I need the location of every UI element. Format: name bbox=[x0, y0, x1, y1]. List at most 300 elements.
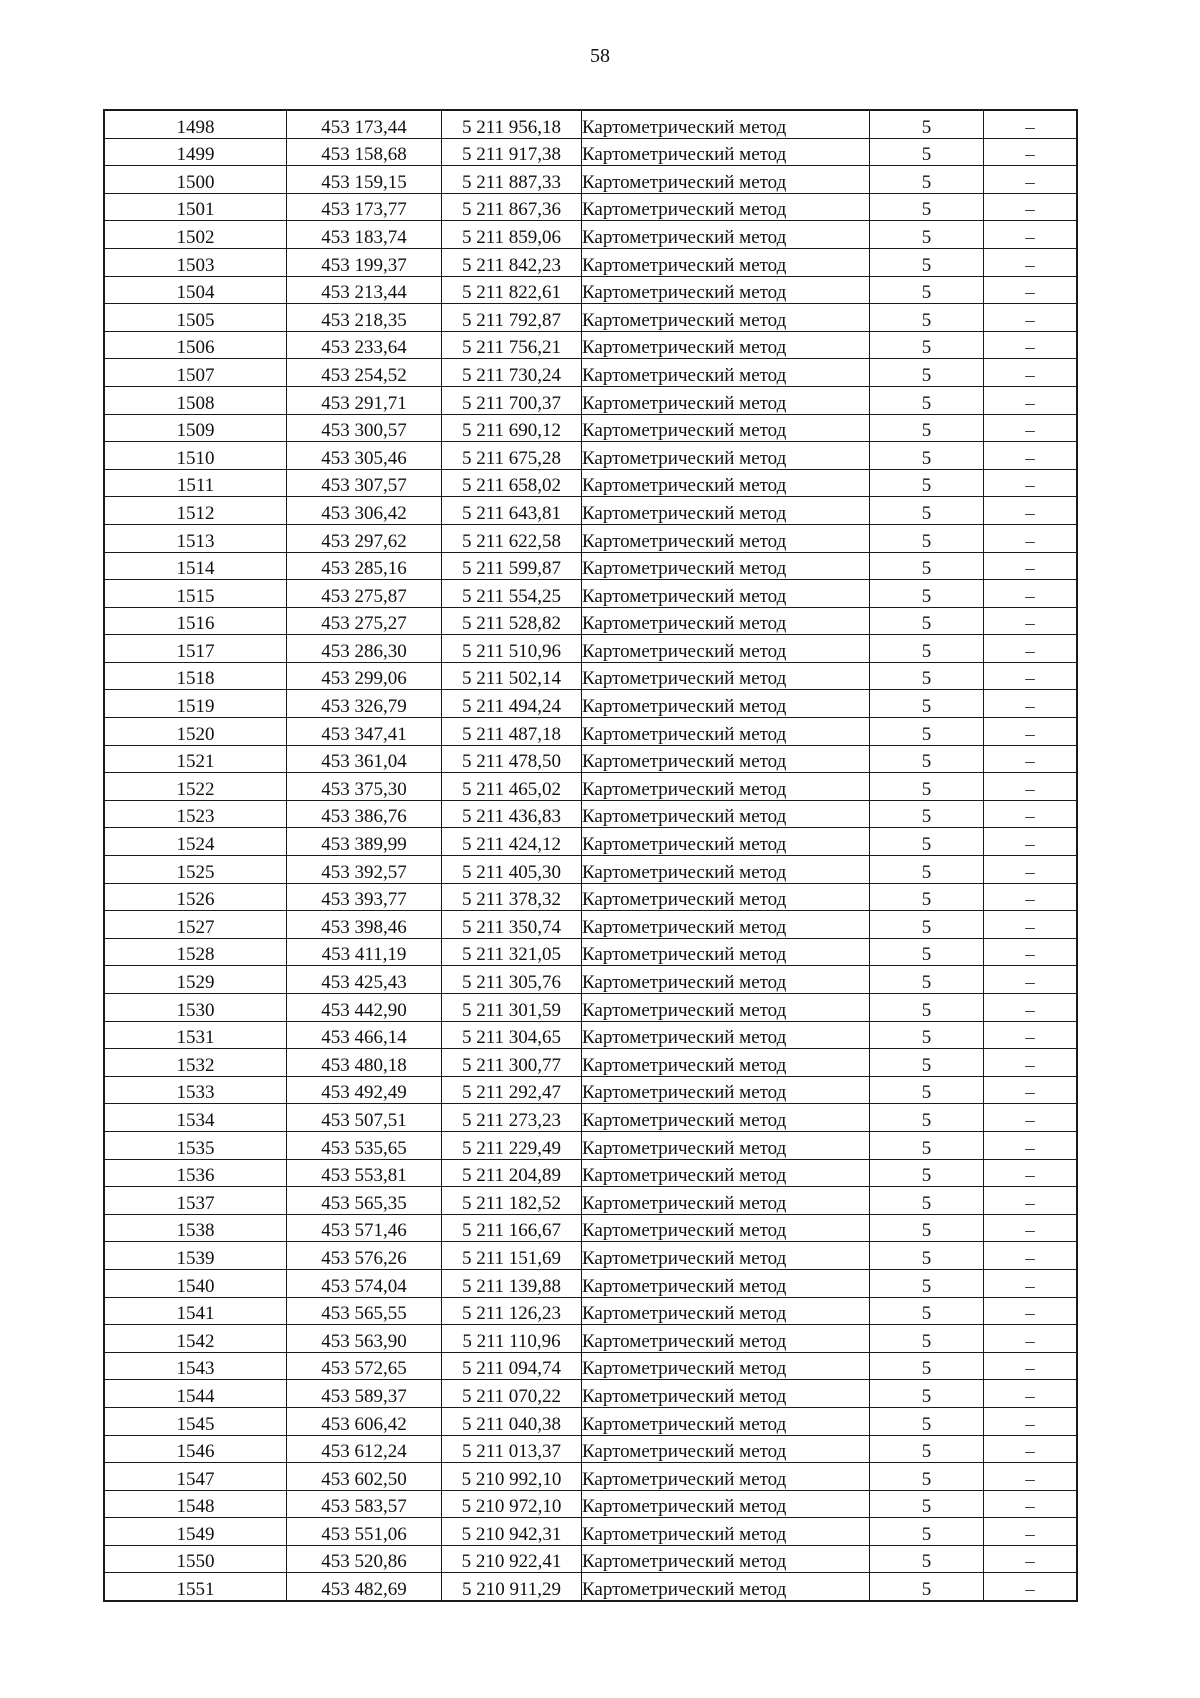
point-number-cell: 1548 bbox=[104, 1490, 287, 1518]
x-coordinate-cell: 453 297,62 bbox=[287, 524, 442, 552]
y-coordinate-cell: 5 210 942,31 bbox=[442, 1518, 582, 1546]
table-row bbox=[104, 1463, 1077, 1491]
accuracy-cell: 5 bbox=[870, 883, 984, 911]
y-coordinate-cell: 5 210 922,41 bbox=[442, 1545, 582, 1573]
method-cell: Картометрический метод bbox=[582, 662, 870, 690]
table-row bbox=[104, 607, 1077, 635]
method-cell: Картометрический метод bbox=[582, 745, 870, 773]
x-coordinate-cell: 453 398,46 bbox=[287, 911, 442, 939]
x-coordinate-cell: 453 285,16 bbox=[287, 552, 442, 580]
note-cell: – bbox=[984, 1545, 1078, 1573]
note-cell: – bbox=[984, 276, 1078, 304]
accuracy-cell: 5 bbox=[870, 1463, 984, 1491]
accuracy-cell: 5 bbox=[870, 1187, 984, 1215]
table-row bbox=[104, 414, 1077, 442]
method-cell: Картометрический метод bbox=[582, 1159, 870, 1187]
accuracy-cell: 5 bbox=[870, 386, 984, 414]
point-number-cell: 1544 bbox=[104, 1380, 287, 1408]
y-coordinate-cell: 5 211 792,87 bbox=[442, 304, 582, 332]
point-number-cell: 1532 bbox=[104, 1049, 287, 1077]
point-number-cell: 1520 bbox=[104, 718, 287, 746]
x-coordinate-cell: 453 572,65 bbox=[287, 1352, 442, 1380]
method-cell: Картометрический метод bbox=[582, 1049, 870, 1077]
note-cell: – bbox=[984, 1325, 1078, 1353]
point-number-cell: 1523 bbox=[104, 800, 287, 828]
note-cell: – bbox=[984, 745, 1078, 773]
x-coordinate-cell: 453 492,49 bbox=[287, 1076, 442, 1104]
method-cell: Картометрический метод bbox=[582, 414, 870, 442]
note-cell: – bbox=[984, 110, 1078, 138]
x-coordinate-cell: 453 565,55 bbox=[287, 1297, 442, 1325]
accuracy-cell: 5 bbox=[870, 938, 984, 966]
x-coordinate-cell: 453 361,04 bbox=[287, 745, 442, 773]
table-row bbox=[104, 221, 1077, 249]
note-cell: – bbox=[984, 662, 1078, 690]
x-coordinate-cell: 453 574,04 bbox=[287, 1269, 442, 1297]
y-coordinate-cell: 5 211 494,24 bbox=[442, 690, 582, 718]
note-cell: – bbox=[984, 166, 1078, 194]
method-cell: Картометрический метод bbox=[582, 773, 870, 801]
point-number-cell: 1525 bbox=[104, 856, 287, 884]
table-row bbox=[104, 662, 1077, 690]
note-cell: – bbox=[984, 552, 1078, 580]
method-cell: Картометрический метод bbox=[582, 580, 870, 608]
accuracy-cell: 5 bbox=[870, 718, 984, 746]
accuracy-cell: 5 bbox=[870, 552, 984, 580]
accuracy-cell: 5 bbox=[870, 1518, 984, 1546]
x-coordinate-cell: 453 563,90 bbox=[287, 1325, 442, 1353]
method-cell: Картометрический метод bbox=[582, 911, 870, 939]
note-cell: – bbox=[984, 1104, 1078, 1132]
x-coordinate-cell: 453 507,51 bbox=[287, 1104, 442, 1132]
accuracy-cell: 5 bbox=[870, 469, 984, 497]
note-cell: – bbox=[984, 580, 1078, 608]
method-cell: Картометрический метод bbox=[582, 1352, 870, 1380]
y-coordinate-cell: 5 211 658,02 bbox=[442, 469, 582, 497]
x-coordinate-cell: 453 213,44 bbox=[287, 276, 442, 304]
table-row bbox=[104, 1490, 1077, 1518]
y-coordinate-cell: 5 210 911,29 bbox=[442, 1573, 582, 1601]
point-number-cell: 1514 bbox=[104, 552, 287, 580]
y-coordinate-cell: 5 211 502,14 bbox=[442, 662, 582, 690]
y-coordinate-cell: 5 211 859,06 bbox=[442, 221, 582, 249]
method-cell: Картометрический метод bbox=[582, 1490, 870, 1518]
x-coordinate-cell: 453 183,74 bbox=[287, 221, 442, 249]
y-coordinate-cell: 5 211 204,89 bbox=[442, 1159, 582, 1187]
y-coordinate-cell: 5 211 842,23 bbox=[442, 248, 582, 276]
point-number-cell: 1546 bbox=[104, 1435, 287, 1463]
accuracy-cell: 5 bbox=[870, 580, 984, 608]
point-number-cell: 1543 bbox=[104, 1352, 287, 1380]
x-coordinate-cell: 453 286,30 bbox=[287, 635, 442, 663]
method-cell: Картометрический метод bbox=[582, 1269, 870, 1297]
table-row bbox=[104, 193, 1077, 221]
table-row bbox=[104, 1407, 1077, 1435]
note-cell: – bbox=[984, 1463, 1078, 1491]
x-coordinate-cell: 453 307,57 bbox=[287, 469, 442, 497]
method-cell: Картометрический метод bbox=[582, 1380, 870, 1408]
table-row bbox=[104, 800, 1077, 828]
point-number-cell: 1521 bbox=[104, 745, 287, 773]
x-coordinate-cell: 453 535,65 bbox=[287, 1131, 442, 1159]
point-number-cell: 1502 bbox=[104, 221, 287, 249]
table-row bbox=[104, 938, 1077, 966]
table-row bbox=[104, 138, 1077, 166]
table-row bbox=[104, 386, 1077, 414]
point-number-cell: 1547 bbox=[104, 1463, 287, 1491]
note-cell: – bbox=[984, 1214, 1078, 1242]
method-cell: Картометрический метод bbox=[582, 1435, 870, 1463]
method-cell: Картометрический метод bbox=[582, 331, 870, 359]
table-row bbox=[104, 1021, 1077, 1049]
table-row bbox=[104, 856, 1077, 884]
table-row bbox=[104, 1325, 1077, 1353]
x-coordinate-cell: 453 173,77 bbox=[287, 193, 442, 221]
y-coordinate-cell: 5 211 887,33 bbox=[442, 166, 582, 194]
method-cell: Картометрический метод bbox=[582, 1242, 870, 1270]
point-number-cell: 1538 bbox=[104, 1214, 287, 1242]
page-number: 58 bbox=[590, 45, 610, 67]
x-coordinate-cell: 453 173,44 bbox=[287, 110, 442, 138]
accuracy-cell: 5 bbox=[870, 1159, 984, 1187]
table-row bbox=[104, 718, 1077, 746]
method-cell: Картометрический метод bbox=[582, 524, 870, 552]
method-cell: Картометрический метод bbox=[582, 607, 870, 635]
point-number-cell: 1551 bbox=[104, 1573, 287, 1601]
point-number-cell: 1515 bbox=[104, 580, 287, 608]
table-row bbox=[104, 110, 1077, 138]
point-number-cell: 1524 bbox=[104, 828, 287, 856]
y-coordinate-cell: 5 211 487,18 bbox=[442, 718, 582, 746]
table-row bbox=[104, 1214, 1077, 1242]
point-number-cell: 1545 bbox=[104, 1407, 287, 1435]
x-coordinate-cell: 453 425,43 bbox=[287, 966, 442, 994]
point-number-cell: 1537 bbox=[104, 1187, 287, 1215]
point-number-cell: 1499 bbox=[104, 138, 287, 166]
y-coordinate-cell: 5 211 110,96 bbox=[442, 1325, 582, 1353]
x-coordinate-cell: 453 576,26 bbox=[287, 1242, 442, 1270]
note-cell: – bbox=[984, 828, 1078, 856]
x-coordinate-cell: 453 520,86 bbox=[287, 1545, 442, 1573]
x-coordinate-cell: 453 553,81 bbox=[287, 1159, 442, 1187]
note-cell: – bbox=[984, 1518, 1078, 1546]
accuracy-cell: 5 bbox=[870, 1352, 984, 1380]
y-coordinate-cell: 5 211 599,87 bbox=[442, 552, 582, 580]
point-number-cell: 1510 bbox=[104, 442, 287, 470]
point-number-cell: 1539 bbox=[104, 1242, 287, 1270]
point-number-cell: 1508 bbox=[104, 386, 287, 414]
point-number-cell: 1507 bbox=[104, 359, 287, 387]
method-cell: Картометрический метод bbox=[582, 828, 870, 856]
table-row bbox=[104, 1297, 1077, 1325]
point-number-cell: 1542 bbox=[104, 1325, 287, 1353]
y-coordinate-cell: 5 211 478,50 bbox=[442, 745, 582, 773]
accuracy-cell: 5 bbox=[870, 248, 984, 276]
y-coordinate-cell: 5 211 436,83 bbox=[442, 800, 582, 828]
note-cell: – bbox=[984, 1242, 1078, 1270]
table-row bbox=[104, 1518, 1077, 1546]
note-cell: – bbox=[984, 1407, 1078, 1435]
method-cell: Картометрический метод bbox=[582, 1104, 870, 1132]
x-coordinate-cell: 453 347,41 bbox=[287, 718, 442, 746]
point-number-cell: 1534 bbox=[104, 1104, 287, 1132]
accuracy-cell: 5 bbox=[870, 166, 984, 194]
x-coordinate-cell: 453 466,14 bbox=[287, 1021, 442, 1049]
note-cell: – bbox=[984, 304, 1078, 332]
y-coordinate-cell: 5 211 756,21 bbox=[442, 331, 582, 359]
note-cell: – bbox=[984, 1380, 1078, 1408]
table-row bbox=[104, 331, 1077, 359]
y-coordinate-cell: 5 211 690,12 bbox=[442, 414, 582, 442]
table-row bbox=[104, 1131, 1077, 1159]
x-coordinate-cell: 453 389,99 bbox=[287, 828, 442, 856]
accuracy-cell: 5 bbox=[870, 911, 984, 939]
y-coordinate-cell: 5 211 301,59 bbox=[442, 994, 582, 1022]
table-row bbox=[104, 552, 1077, 580]
method-cell: Картометрический метод bbox=[582, 966, 870, 994]
method-cell: Картометрический метод bbox=[582, 800, 870, 828]
table-row bbox=[104, 497, 1077, 525]
note-cell: – bbox=[984, 1076, 1078, 1104]
accuracy-cell: 5 bbox=[870, 1131, 984, 1159]
x-coordinate-cell: 453 275,87 bbox=[287, 580, 442, 608]
table-row bbox=[104, 1242, 1077, 1270]
note-cell: – bbox=[984, 635, 1078, 663]
y-coordinate-cell: 5 211 273,23 bbox=[442, 1104, 582, 1132]
note-cell: – bbox=[984, 1352, 1078, 1380]
accuracy-cell: 5 bbox=[870, 1490, 984, 1518]
accuracy-cell: 5 bbox=[870, 1242, 984, 1270]
method-cell: Картометрический метод bbox=[582, 1131, 870, 1159]
point-number-cell: 1526 bbox=[104, 883, 287, 911]
note-cell: – bbox=[984, 856, 1078, 884]
accuracy-cell: 5 bbox=[870, 856, 984, 884]
method-cell: Картометрический метод bbox=[582, 442, 870, 470]
point-number-cell: 1535 bbox=[104, 1131, 287, 1159]
y-coordinate-cell: 5 211 321,05 bbox=[442, 938, 582, 966]
table-row bbox=[104, 635, 1077, 663]
y-coordinate-cell: 5 210 972,10 bbox=[442, 1490, 582, 1518]
y-coordinate-cell: 5 211 405,30 bbox=[442, 856, 582, 884]
y-coordinate-cell: 5 211 139,88 bbox=[442, 1269, 582, 1297]
point-number-cell: 1516 bbox=[104, 607, 287, 635]
y-coordinate-cell: 5 211 013,37 bbox=[442, 1435, 582, 1463]
table-row bbox=[104, 773, 1077, 801]
table-row bbox=[104, 524, 1077, 552]
table-row bbox=[104, 1573, 1077, 1601]
method-cell: Картометрический метод bbox=[582, 276, 870, 304]
accuracy-cell: 5 bbox=[870, 828, 984, 856]
point-number-cell: 1530 bbox=[104, 994, 287, 1022]
point-number-cell: 1498 bbox=[104, 110, 287, 138]
method-cell: Картометрический метод bbox=[582, 138, 870, 166]
point-number-cell: 1518 bbox=[104, 662, 287, 690]
table-row bbox=[104, 580, 1077, 608]
x-coordinate-cell: 453 386,76 bbox=[287, 800, 442, 828]
y-coordinate-cell: 5 211 465,02 bbox=[442, 773, 582, 801]
y-coordinate-cell: 5 211 528,82 bbox=[442, 607, 582, 635]
table-row bbox=[104, 304, 1077, 332]
accuracy-cell: 5 bbox=[870, 1214, 984, 1242]
y-coordinate-cell: 5 211 070,22 bbox=[442, 1380, 582, 1408]
accuracy-cell: 5 bbox=[870, 994, 984, 1022]
accuracy-cell: 5 bbox=[870, 800, 984, 828]
accuracy-cell: 5 bbox=[870, 1269, 984, 1297]
y-coordinate-cell: 5 211 094,74 bbox=[442, 1352, 582, 1380]
point-number-cell: 1505 bbox=[104, 304, 287, 332]
x-coordinate-cell: 453 482,69 bbox=[287, 1573, 442, 1601]
table-row bbox=[104, 911, 1077, 939]
note-cell: – bbox=[984, 1131, 1078, 1159]
accuracy-cell: 5 bbox=[870, 497, 984, 525]
x-coordinate-cell: 453 299,06 bbox=[287, 662, 442, 690]
table-row bbox=[104, 745, 1077, 773]
x-coordinate-cell: 453 480,18 bbox=[287, 1049, 442, 1077]
point-number-cell: 1540 bbox=[104, 1269, 287, 1297]
point-number-cell: 1509 bbox=[104, 414, 287, 442]
note-cell: – bbox=[984, 966, 1078, 994]
table-row bbox=[104, 276, 1077, 304]
note-cell: – bbox=[984, 718, 1078, 746]
accuracy-cell: 5 bbox=[870, 193, 984, 221]
note-cell: – bbox=[984, 690, 1078, 718]
table-row bbox=[104, 828, 1077, 856]
x-coordinate-cell: 453 218,35 bbox=[287, 304, 442, 332]
accuracy-cell: 5 bbox=[870, 1021, 984, 1049]
note-cell: – bbox=[984, 1159, 1078, 1187]
method-cell: Картометрический метод bbox=[582, 1021, 870, 1049]
method-cell: Картометрический метод bbox=[582, 248, 870, 276]
table-row bbox=[104, 1076, 1077, 1104]
note-cell: – bbox=[984, 138, 1078, 166]
point-number-cell: 1528 bbox=[104, 938, 287, 966]
table-row bbox=[104, 166, 1077, 194]
y-coordinate-cell: 5 211 151,69 bbox=[442, 1242, 582, 1270]
method-cell: Картометрический метод bbox=[582, 1407, 870, 1435]
y-coordinate-cell: 5 211 643,81 bbox=[442, 497, 582, 525]
accuracy-cell: 5 bbox=[870, 359, 984, 387]
accuracy-cell: 5 bbox=[870, 524, 984, 552]
x-coordinate-cell: 453 254,52 bbox=[287, 359, 442, 387]
method-cell: Картометрический метод bbox=[582, 1463, 870, 1491]
accuracy-cell: 5 bbox=[870, 607, 984, 635]
table-row bbox=[104, 1380, 1077, 1408]
note-cell: – bbox=[984, 524, 1078, 552]
accuracy-cell: 5 bbox=[870, 745, 984, 773]
y-coordinate-cell: 5 211 292,47 bbox=[442, 1076, 582, 1104]
x-coordinate-cell: 453 375,30 bbox=[287, 773, 442, 801]
accuracy-cell: 5 bbox=[870, 1104, 984, 1132]
x-coordinate-cell: 453 159,15 bbox=[287, 166, 442, 194]
table-row bbox=[104, 966, 1077, 994]
y-coordinate-cell: 5 211 956,18 bbox=[442, 110, 582, 138]
accuracy-cell: 5 bbox=[870, 690, 984, 718]
accuracy-cell: 5 bbox=[870, 331, 984, 359]
accuracy-cell: 5 bbox=[870, 662, 984, 690]
table-row bbox=[104, 1104, 1077, 1132]
point-number-cell: 1504 bbox=[104, 276, 287, 304]
table-row bbox=[104, 1159, 1077, 1187]
accuracy-cell: 5 bbox=[870, 1325, 984, 1353]
point-number-cell: 1529 bbox=[104, 966, 287, 994]
method-cell: Картометрический метод bbox=[582, 635, 870, 663]
note-cell: – bbox=[984, 883, 1078, 911]
accuracy-cell: 5 bbox=[870, 221, 984, 249]
table-row bbox=[104, 994, 1077, 1022]
note-cell: – bbox=[984, 911, 1078, 939]
accuracy-cell: 5 bbox=[870, 635, 984, 663]
method-cell: Картометрический метод bbox=[582, 994, 870, 1022]
y-coordinate-cell: 5 211 304,65 bbox=[442, 1021, 582, 1049]
table-row bbox=[104, 690, 1077, 718]
accuracy-cell: 5 bbox=[870, 276, 984, 304]
method-cell: Картометрический метод bbox=[582, 304, 870, 332]
note-cell: – bbox=[984, 607, 1078, 635]
y-coordinate-cell: 5 211 700,37 bbox=[442, 386, 582, 414]
note-cell: – bbox=[984, 1573, 1078, 1601]
coordinates-table bbox=[103, 109, 1078, 1602]
accuracy-cell: 5 bbox=[870, 442, 984, 470]
y-coordinate-cell: 5 211 675,28 bbox=[442, 442, 582, 470]
y-coordinate-cell: 5 211 166,67 bbox=[442, 1214, 582, 1242]
x-coordinate-cell: 453 199,37 bbox=[287, 248, 442, 276]
method-cell: Картометрический метод bbox=[582, 359, 870, 387]
note-cell: – bbox=[984, 414, 1078, 442]
table-row bbox=[104, 1545, 1077, 1573]
note-cell: – bbox=[984, 469, 1078, 497]
note-cell: – bbox=[984, 193, 1078, 221]
method-cell: Картометрический метод bbox=[582, 1076, 870, 1104]
x-coordinate-cell: 453 571,46 bbox=[287, 1214, 442, 1242]
y-coordinate-cell: 5 211 730,24 bbox=[442, 359, 582, 387]
note-cell: – bbox=[984, 248, 1078, 276]
y-coordinate-cell: 5 211 424,12 bbox=[442, 828, 582, 856]
accuracy-cell: 5 bbox=[870, 414, 984, 442]
method-cell: Картометрический метод bbox=[582, 938, 870, 966]
x-coordinate-cell: 453 275,27 bbox=[287, 607, 442, 635]
y-coordinate-cell: 5 211 229,49 bbox=[442, 1131, 582, 1159]
method-cell: Картометрический метод bbox=[582, 690, 870, 718]
table-row bbox=[104, 1187, 1077, 1215]
method-cell: Картометрический метод bbox=[582, 1573, 870, 1601]
accuracy-cell: 5 bbox=[870, 1380, 984, 1408]
x-coordinate-cell: 453 583,57 bbox=[287, 1490, 442, 1518]
x-coordinate-cell: 453 393,77 bbox=[287, 883, 442, 911]
accuracy-cell: 5 bbox=[870, 1573, 984, 1601]
y-coordinate-cell: 5 211 350,74 bbox=[442, 911, 582, 939]
y-coordinate-cell: 5 211 822,61 bbox=[442, 276, 582, 304]
x-coordinate-cell: 453 602,50 bbox=[287, 1463, 442, 1491]
note-cell: – bbox=[984, 386, 1078, 414]
note-cell: – bbox=[984, 221, 1078, 249]
accuracy-cell: 5 bbox=[870, 138, 984, 166]
note-cell: – bbox=[984, 1021, 1078, 1049]
note-cell: – bbox=[984, 331, 1078, 359]
note-cell: – bbox=[984, 497, 1078, 525]
method-cell: Картометрический метод bbox=[582, 193, 870, 221]
x-coordinate-cell: 453 306,42 bbox=[287, 497, 442, 525]
x-coordinate-cell: 453 300,57 bbox=[287, 414, 442, 442]
accuracy-cell: 5 bbox=[870, 1049, 984, 1077]
point-number-cell: 1506 bbox=[104, 331, 287, 359]
x-coordinate-cell: 453 291,71 bbox=[287, 386, 442, 414]
method-cell: Картометрический метод bbox=[582, 1187, 870, 1215]
table-row bbox=[104, 359, 1077, 387]
y-coordinate-cell: 5 211 182,52 bbox=[442, 1187, 582, 1215]
note-cell: – bbox=[984, 938, 1078, 966]
method-cell: Картометрический метод bbox=[582, 221, 870, 249]
y-coordinate-cell: 5 211 867,36 bbox=[442, 193, 582, 221]
